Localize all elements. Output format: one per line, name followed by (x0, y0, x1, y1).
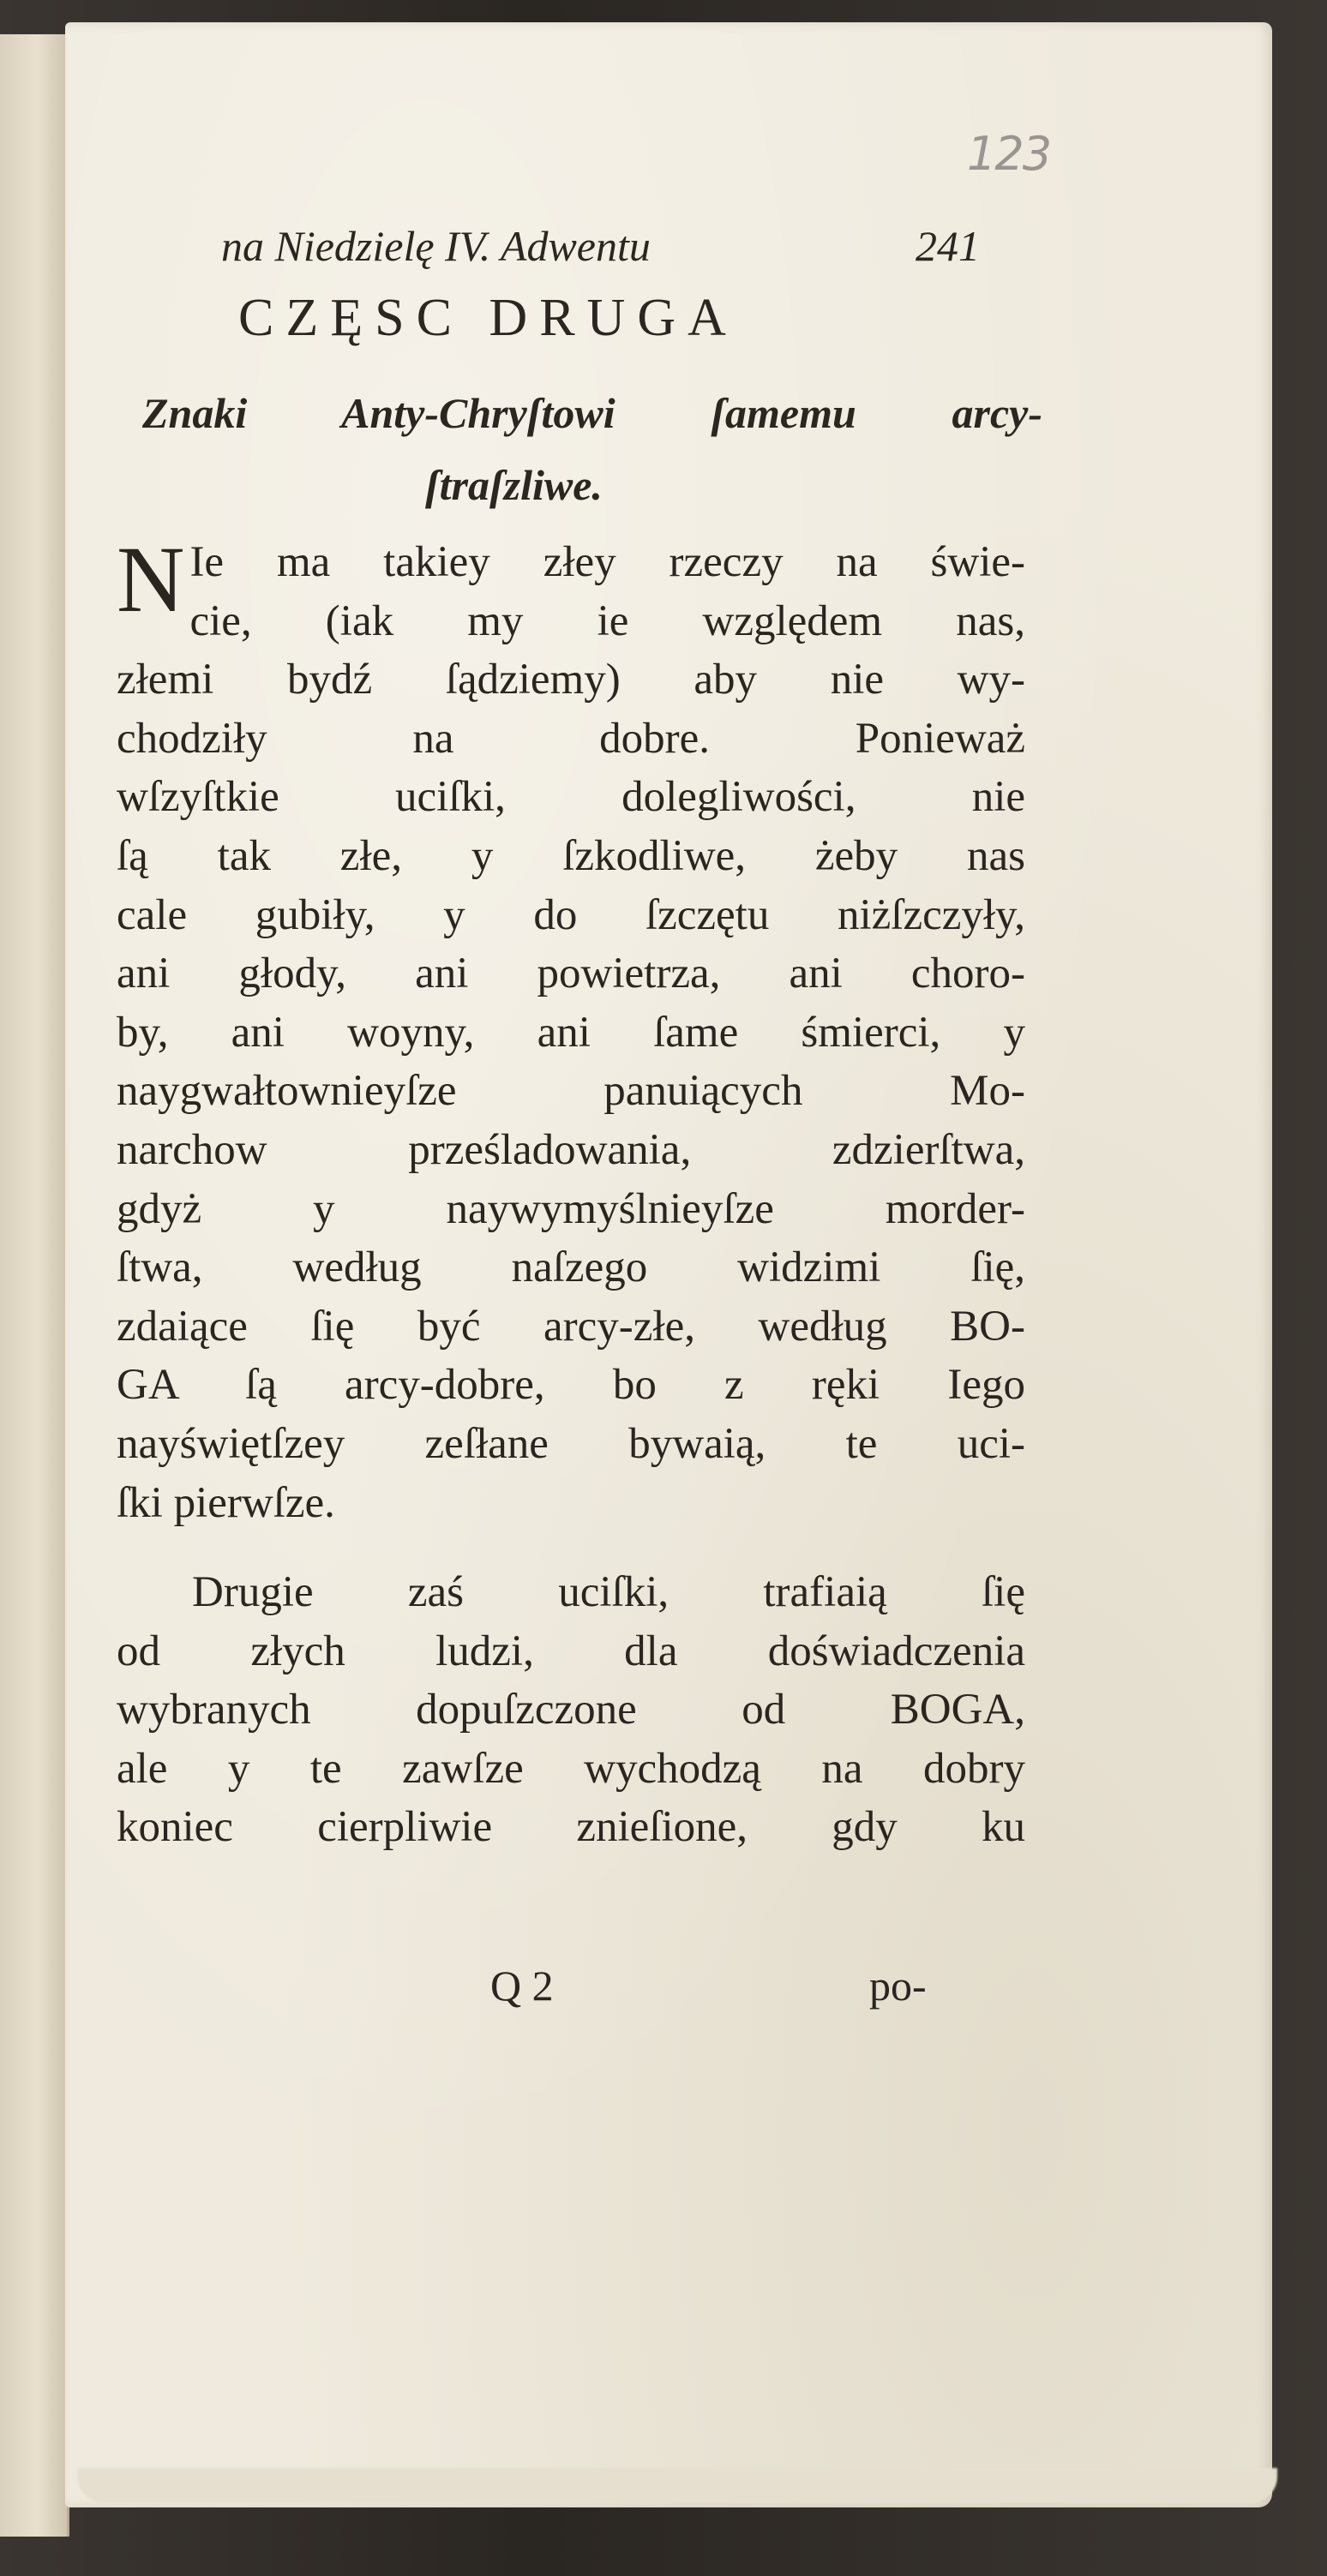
text-line: cie, (iak my ie względem nas, (189, 596, 1025, 645)
part-title: CZĘSC DRUGA (238, 289, 738, 347)
text-line: wſzyſtkie uciſki, dolegliwości, nie (117, 773, 1025, 822)
text-line: naygwałtownieyſze panuiących Mo- (117, 1067, 1025, 1116)
text-line: gdyż y naywymyślnieyſze morder- (117, 1184, 1025, 1233)
section-subtitle (142, 377, 1042, 521)
text-line: ſą tak złe, y ſzkodliwe, żeby nas (117, 831, 1025, 880)
paragraph-1 (117, 527, 1025, 1532)
drop-capital: N (117, 527, 185, 632)
text-line: ale y te zawſze wychodzą na dobry (117, 1744, 1025, 1793)
subtitle-line: Znaki Anty-Chryſtowi ſamemu arcy- (142, 389, 1042, 437)
paragraph-2 (117, 1563, 1025, 1857)
text-line: by, ani woyny, ani ſame śmierci, y (117, 1008, 1025, 1057)
pencil-folio-note: 123 (967, 127, 1051, 181)
text-line: ſki pierwſze. (117, 1478, 335, 1527)
text-line: ſtwa, według naſzego widzimi ſię, (117, 1243, 1025, 1292)
text-line: Ie ma takiey złey rzeczy na świe- (189, 538, 1025, 586)
text-line: chodziły na dobre. Ponieważ (117, 714, 1025, 763)
page-number: 241 (916, 222, 980, 270)
text-line: GA ſą arcy-dobre, bo z ręki Iego (117, 1361, 1025, 1410)
text-line: złemi bydź ſądziemy) aby nie wy- (117, 656, 1025, 704)
text-line: nayświętſzey zeſłane bywaią, te uci- (117, 1419, 1025, 1468)
text-line: narchow prześladowania, zdzierſtwa, (117, 1125, 1025, 1174)
text-line: od złych ludzi, dla doświadczenia (117, 1626, 1025, 1675)
catchword: po- (869, 1962, 927, 2010)
subtitle-line: ſtraſzliwe. (425, 461, 603, 509)
text-line: koniec cierpliwie znieſione, gdy ku (117, 1803, 1025, 1852)
running-head: na Niedzielę IV. Adwentu (221, 222, 651, 270)
page-bottom-edge (77, 2468, 1277, 2502)
facing-page-edge (0, 34, 69, 2537)
text-line: wybranych dopuſzczone od BOGA, (117, 1686, 1025, 1734)
body-text (117, 527, 1025, 1857)
text-line: Drugie zaś uciſki, trafiaią ſię (192, 1568, 1025, 1617)
paragraph-gap (117, 1532, 1025, 1563)
text-line: zdaiące ſię być arcy-złe, według BO- (117, 1302, 1025, 1351)
text-line: ani głody, ani powietrza, ani choro- (117, 950, 1025, 998)
signature-mark: Q 2 (490, 1962, 554, 2010)
text-line: cale gubiły, y do ſzczętu niżſzczyły, (117, 890, 1025, 939)
